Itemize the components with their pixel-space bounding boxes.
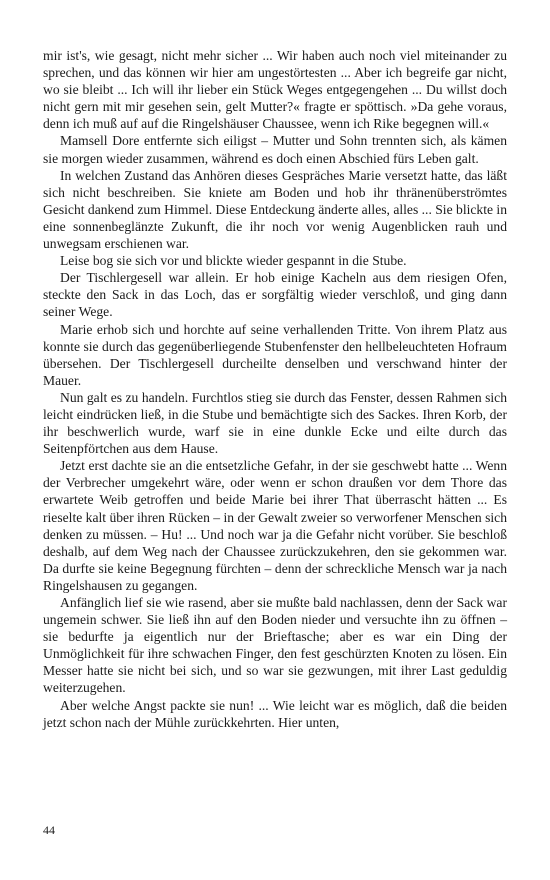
paragraph-6: Marie erhob sich und horchte auf seine verhallenden Tritte. Von ihrem Platz aus konnte sie durch das gegenüberliegende Stubenfenster den hellbeleuchteten Hofraum übersehen. Der Tischlergesell durcheilte denselben und verschwand hinter der Mauer. (43, 321, 507, 388)
body-text (43, 47, 507, 731)
paragraph-4: Leise bog sie sich vor und blickte wieder gespannt in die Stube. (60, 253, 407, 269)
page-number: 44 (43, 823, 55, 837)
page-body (43, 47, 507, 731)
paragraph-2: Mamsell Dore entfernte sich eiligst – Mutter und Sohn trennten sich, als kämen sie morgen wieder zusammen, während es doch einen Abschied fürs Leben galt. (43, 133, 507, 166)
paragraph-10: Aber welche Angst packte sie nun! ... Wie leicht war es möglich, daß die beiden jetzt schon nach der Mühle zurückkehrten. Hier unten, (43, 697, 507, 730)
paragraph-8: Jetzt erst dachte sie an die entsetzliche Gefahr, in der sie geschwebt hatte ... Wenn der Verbrecher umgekehrt wäre, oder wenn er schon draußen vor dem Thore das erwartete Weib getroffen und beide Marie bei ihrer That überrascht hätten ... Es rieselte kalt über ihren Rücken – in der Gewalt zweier so verworfener Menschen sich denken zu müssen. – Hu! ... Und noch war ja die Gefahr nicht vorüber. Sie beschloß deshalb, auf dem Weg nach der Chaussee zurückzukehren, den sie gekommen war. Da durfte sie keine Begegnung fürchten – denn der schreckliche Mensch war ja nach Ringelshausen zu gegangen. (43, 458, 507, 593)
paragraph-1: mir ist's, wie gesagt, nicht mehr sicher ... Wir haben auch noch viel miteinander zu sprechen, und das können wir hier am ungestörtesten ... Aber ich begreife gar nicht, wo sie bleibt ... Ich will ihr lieber ein Stück Weges entgegengehen ... Du willst doch nicht gern mit mir gesehen sein, gelt Mutter?« fragte er spöttisch. »Da gehe voraus, denn ich muß auf auf die Ringelshäuser Chaussee, wenn ich Rike begegnen will.« (43, 48, 507, 132)
paragraph-3: In welchen Zustand das Anhören dieses Gespräches Marie versetzt hatte, das läßt sich nicht beschreiben. Sie kniete am Boden und hob ihr thränenüberströmtes Gesicht dankend zum Himmel. Diese Entdeckung änderte alles, alles ... Sie blickte in eine sonnenbeglänzte Zukunft, die ihr noch vor wenig Augenblicken rauh und unwegsam erschienen war. (43, 167, 507, 252)
paragraph-7: Nun galt es zu handeln. Furchtlos stieg sie durch das Fenster, dessen Rahmen sich leicht eindrücken ließ, in die Stube und bemächtigte sich des Sackes. Ihren Korb, der ihr beschwerlich wurde, warf sie in eine dunkle Ecke und eilte durch das Seitenpförtchen aus dem Hause. (43, 389, 507, 457)
paragraph-9: Anfänglich lief sie wie rasend, aber sie mußte bald nachlassen, denn der Sack war ungemein schwer. Sie ließ ihn auf den Boden nieder und versuchte ihn zu öffnen – sie bedurfte ja eigentlich nur der Brieftasche; aber es war ein Ding der Unmöglichkeit für ihre schwachen Finger, den fest geschürzten Knoten zu lösen. Ein Messer hatte sie nicht bei sich, und so war sie gezwungen, mit ihrer Last geduldig weiterzugehen. (43, 595, 507, 696)
paragraph-5: Der Tischlergesell war allein. Er hob einige Kacheln aus dem riesigen Ofen, steckte den Sack in das Loch, das er sorgfältig wieder verschloß, und ging dann seiner Wege. (43, 270, 507, 320)
